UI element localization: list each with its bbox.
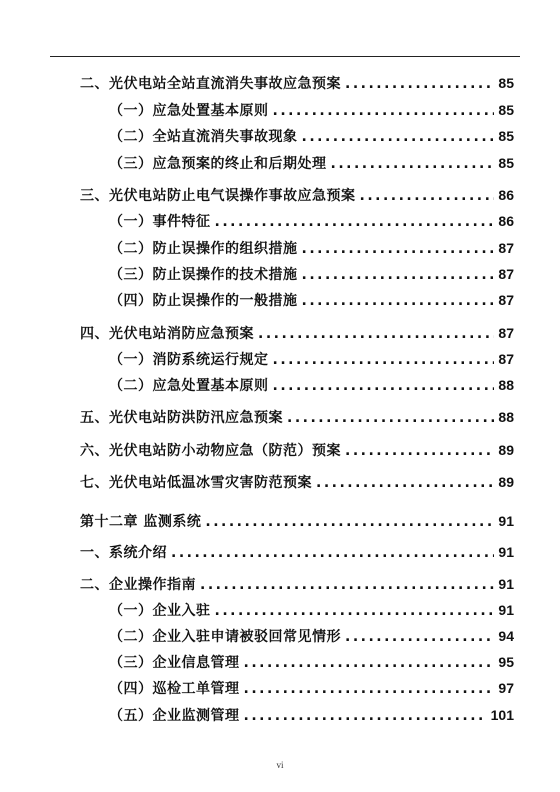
toc-dot-leader [345,441,494,461]
toc-entry-page: 89 [498,442,514,458]
toc-dot-leader [345,74,494,94]
toc-dot-leader [171,543,494,563]
toc-entry[interactable] [109,652,514,672]
toc-entry-page: 87 [498,240,514,256]
toc-entry-page: 87 [498,292,514,308]
toc-dot-leader [215,601,495,621]
toc-dot-leader [316,473,494,493]
toc-entry-title: （二）企业入驻申请被驳回常见情形 [109,629,341,645]
toc-entry-page: 91 [498,602,514,618]
toc-entry-title: （一）事件特征 [109,214,211,230]
toc-entry-page: 97 [498,680,514,696]
toc-dot-leader [244,706,487,726]
toc-entry[interactable] [109,264,514,284]
toc-dot-leader [273,350,495,370]
toc-dot-leader [287,408,494,428]
toc-entry[interactable] [80,542,514,562]
toc-entry-page: 91 [498,544,514,560]
toc-dot-leader [345,627,494,647]
toc-entry[interactable] [109,626,514,646]
toc-entry-page: 85 [498,102,514,118]
toc-entry-page: 85 [498,128,514,144]
toc-entry[interactable] [109,600,514,620]
toc-entry-page: 88 [498,377,514,393]
toc-entry-page: 94 [498,628,514,644]
toc-entry[interactable] [80,185,514,205]
toc-entry-title: （三）企业信息管理 [109,655,240,671]
toc-entry-chapter[interactable] [80,511,514,531]
toc-entry[interactable] [80,574,514,594]
toc-dot-leader [244,653,495,673]
toc-entry-title: （三）应急预案的终止和后期处理 [109,156,327,172]
toc-entry-page: 89 [498,474,514,490]
toc-entry[interactable] [109,678,514,698]
toc-entry-title: 一、系统介绍 [80,545,167,561]
toc-dot-leader [273,101,495,121]
toc-entry[interactable] [109,705,514,725]
toc-dot-leader [302,291,495,311]
toc-entry[interactable] [80,73,514,93]
toc-entry-title: （二）应急处置基本原则 [109,378,269,394]
toc-entry-title: 三、光伏电站防止电气误操作事故应急预案 [80,188,356,204]
toc-entry-title: 二、光伏电站全站直流消失事故应急预案 [80,76,341,92]
toc-entry[interactable] [109,126,514,146]
toc-entry-page: 87 [498,351,514,367]
toc-entry[interactable] [109,238,514,258]
toc-entry-page: 95 [498,654,514,670]
toc-entry-title: （一）企业入驻 [109,603,211,619]
toc-entry-page: 101 [490,707,514,723]
toc-dot-leader [205,512,494,532]
toc-entry[interactable] [109,375,514,395]
toc-entry-page: 88 [498,409,514,425]
toc-entry-page: 85 [498,155,514,171]
page-number: vi [276,760,284,770]
toc-entry-page: 85 [498,75,514,91]
toc-entry-title: （三）防止误操作的技术措施 [109,267,298,283]
toc-entry[interactable] [109,211,514,231]
toc-entry-page: 87 [498,266,514,282]
toc-entry-page: 87 [498,325,514,341]
toc-dot-leader [302,127,495,147]
toc-entry[interactable] [109,100,514,120]
toc-entry[interactable] [80,323,514,343]
toc-entry-title: 七、光伏电站低温冰雪灾害防范预案 [80,475,312,491]
toc-dot-leader [215,212,495,232]
toc-entry[interactable] [109,290,514,310]
toc-dot-leader [244,679,495,699]
toc-entry-title: 四、光伏电站消防应急预案 [80,326,254,342]
toc-entry[interactable] [109,153,514,173]
toc-entry-title: （五）企业监测管理 [109,708,240,724]
toc-dot-leader [302,239,495,259]
toc-entry-page: 86 [498,187,514,203]
toc-entry-title: （四）防止误操作的一般措施 [109,293,298,309]
toc-entry[interactable] [80,407,514,427]
toc-entry-title: 六、光伏电站防小动物应急（防范）预案 [80,443,341,459]
toc-entry-title: （二）防止误操作的组织措施 [109,241,298,257]
toc-entry-title: 第十二章 监测系统 [80,514,202,530]
toc-entry-page: 91 [498,513,514,529]
toc-entry[interactable] [80,472,514,492]
toc-dot-leader [200,575,494,595]
toc-dot-leader [331,154,495,174]
toc-entry-page: 86 [498,213,514,229]
toc-dot-leader [273,376,495,396]
toc-entry-title: 五、光伏电站防洪防汛应急预案 [80,410,283,426]
toc-entry-title: （二）全站直流消失事故现象 [109,129,298,145]
toc-dot-leader [302,265,495,285]
toc-entry-title: （一）应急处置基本原则 [109,103,269,119]
toc-dot-leader [360,186,495,206]
toc-entry-title: （一）消防系统运行规定 [109,352,269,368]
toc-entry[interactable] [109,349,514,369]
toc-entry-title: （四）巡检工单管理 [109,681,240,697]
toc-entry-title: 二、企业操作指南 [80,577,196,593]
toc-dot-leader [258,324,494,344]
toc-entry[interactable] [80,440,514,460]
toc-entry-page: 91 [498,576,514,592]
